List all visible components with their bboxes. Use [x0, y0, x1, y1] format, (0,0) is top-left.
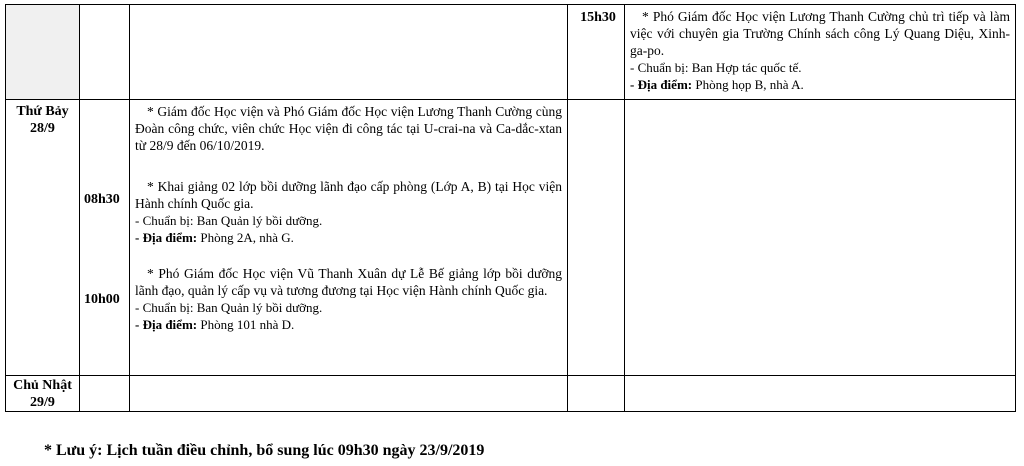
event-description: * Phó Giám đốc Học viện Lương Thanh Cường chủ trì tiếp và làm việc với chuyên gia Trường Chính sách công Lý Quang Diệu, Xinh-ga-po. [630, 9, 1010, 58]
morning-time-cell-empty [80, 376, 130, 412]
spacer [135, 154, 562, 178]
afternoon-content-cell-empty [625, 100, 1016, 376]
afternoon-content-cell-empty [625, 376, 1016, 412]
schedule-note: * Lưu ý: Lịch tuần điều chỉnh, bổ sung lúc 09h30 ngày 23/9/2019 [44, 442, 485, 459]
day-date: 28/9 [30, 121, 55, 136]
event-location [630, 76, 1010, 93]
location-label: - Địa điểm: [630, 77, 693, 92]
event-time: 10h00 [84, 292, 120, 307]
afternoon-time: 15h30 [580, 10, 616, 25]
location-label: - Địa điểm: [135, 317, 198, 332]
schedule-row-saturday [6, 100, 1016, 376]
day-date: 29/9 [30, 395, 55, 410]
event-description: * Khai giảng 02 lớp bồi dưỡng lãnh đạo cấp phòng (Lớp A, B) tại Học viện Hành chính Quốc gia. [135, 179, 562, 211]
event-description: * Giám đốc Học viện và Phó Giám đốc Học viện Lương Thanh Cường cùng Đoàn công chức, viên chức Học viện đi công tác tại U-crai-na và Ca-dắc-xtan từ 28/9 đến 06/10/2019. [135, 104, 562, 153]
morning-content-cell-empty [130, 5, 568, 100]
event-time: 08h30 [84, 192, 120, 207]
day-cell-sunday [6, 376, 80, 412]
afternoon-time-cell-empty [568, 100, 625, 376]
event-description: * Phó Giám đốc Học viện Vũ Thanh Xuân dự Lễ Bế giảng lớp bồi dưỡng lãnh đạo, quản lý cấp vụ và tương đương tại Học viện Hành chính Quốc gia. [135, 266, 562, 298]
event-location [135, 316, 562, 333]
event-location [135, 229, 562, 246]
location-value: Phòng 101 nhà D. [197, 317, 295, 332]
day-cell-empty [6, 5, 80, 100]
location-value: Phòng 2A, nhà G. [197, 230, 294, 245]
day-cell-saturday [6, 100, 80, 376]
afternoon-time-cell [568, 5, 625, 100]
location-label: - Địa điểm: [135, 230, 198, 245]
location-value: Phòng họp B, nhà A. [692, 77, 804, 92]
morning-time-cell [80, 100, 130, 376]
morning-time-cell-empty [80, 5, 130, 100]
schedule-row-sunday [6, 376, 1016, 412]
afternoon-time-cell-empty [568, 376, 625, 412]
schedule-table [5, 4, 1016, 412]
afternoon-content-cell [625, 5, 1016, 100]
day-label: Thứ Bảy [16, 104, 69, 119]
morning-content-cell-empty [130, 376, 568, 412]
event-preparation: - Chuẩn bị: Ban Hợp tác quốc tế. [630, 60, 802, 75]
event-preparation: - Chuẩn bị: Ban Quản lý bồi dưỡng. [135, 300, 323, 315]
morning-content-cell [130, 100, 568, 376]
day-label: Chủ Nhật [13, 378, 72, 393]
spacer [135, 246, 562, 265]
schedule-row-previous [6, 5, 1016, 100]
event-preparation: - Chuẩn bị: Ban Quản lý bồi dưỡng. [135, 213, 323, 228]
